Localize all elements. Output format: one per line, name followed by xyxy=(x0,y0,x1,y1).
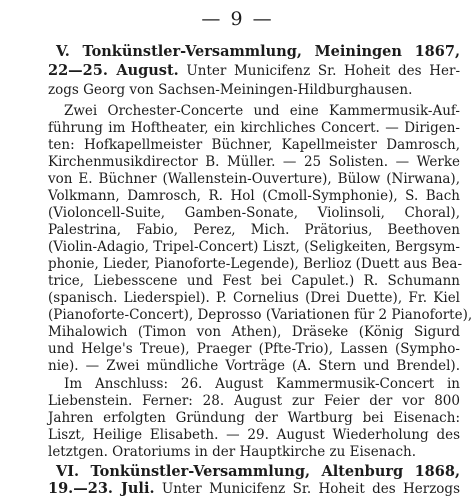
text-line: (Pianoforte-Concert), Deprosso (Variationen für 2 Pianoforte), xyxy=(48,307,473,323)
text-line: ten: Hofkapellmeister Büchner, Kapellmeister Damrosch, xyxy=(48,137,460,153)
text-span: Unter Municifenz Sr. Hoheit des Her- xyxy=(178,63,461,79)
text-line: Kirchenmusikdirector B. Müller. — 25 Solisten. — Werke xyxy=(48,154,460,170)
page-number: — 9 — xyxy=(201,8,274,30)
text-line: Zwei Orchester-Concerte und eine Kammermusik-Auf- xyxy=(64,103,460,119)
text-span: Unter Municifenz Sr. Hoheit des Herzogs xyxy=(154,481,460,497)
text-line: und Helge's Treue), Praeger (Pfte-Trio), Lassen (Sympho- xyxy=(48,341,460,357)
text-line: Liebenstein. Ferner: 28. August zur Feier der vor 800 xyxy=(48,393,460,409)
text-line: von E. Büchner (Wallenstein-Ouverture), Bülow (Nirwana), xyxy=(48,171,460,187)
text-line: führung im Hoftheater, ein kirchliches Concert. — Dirigen- xyxy=(48,120,460,136)
text-line xyxy=(48,63,460,79)
text-line: trice, Liebesscene und Fest bei Capulet.) R. Schumann xyxy=(48,273,460,289)
text-line: Mihalowich (Timon von Athen), Dräseke (König Sigurd xyxy=(48,324,460,340)
text-line: Palestrina, Fabio, Perez, Mich. Prätorius, Beethoven xyxy=(48,222,460,238)
section-dates: 22—25. August. xyxy=(48,62,179,79)
text-line: zogs Georg von Sachsen-Meiningen-Hildburghausen. xyxy=(48,82,413,98)
text-line: (Violoncell-Suite, Gamben-Sonate, Violinsoli, Choral), xyxy=(48,205,460,221)
text-line xyxy=(48,481,460,497)
text-line: (spanisch. Liederspiel). P. Cornelius (Drei Duette), Fr. Kiel xyxy=(48,290,460,306)
text-line: (Violin-Adagio, Tripel-Concert) Liszt, (Seligkeiten, Bergsym- xyxy=(48,239,460,255)
section-dates: 19.—23. Juli. xyxy=(48,480,155,497)
section-heading: V. Tonkünstler-Versammlung, Meiningen 1867, xyxy=(56,43,460,60)
section-heading: VI. Tonkünstler-Versammlung, Altenburg 1868, xyxy=(56,463,460,480)
text-line: Volkmann, Damrosch, R. Hol (Cmoll-Symphonie), S. Bach xyxy=(48,188,460,204)
text-line: Im Anschluss: 26. August Kammermusik-Concert in xyxy=(64,376,460,392)
text-line: phonie, Lieder, Pianoforte-Legende), Berlioz (Duett aus Bea- xyxy=(48,256,463,272)
text-line: Jahren erfolgten Gründung der Wartburg bei Eisenach: xyxy=(48,410,460,426)
text-line: letztgen. Oratoriums in der Hauptkirche zu Eisenach. xyxy=(48,444,417,460)
text-line: Liszt, Heilige Elisabeth. — 29. August Wiederholung des xyxy=(48,427,460,443)
text-line: nie). — Zwei mündliche Vorträge (A. Stern und Brendel). xyxy=(48,358,460,374)
